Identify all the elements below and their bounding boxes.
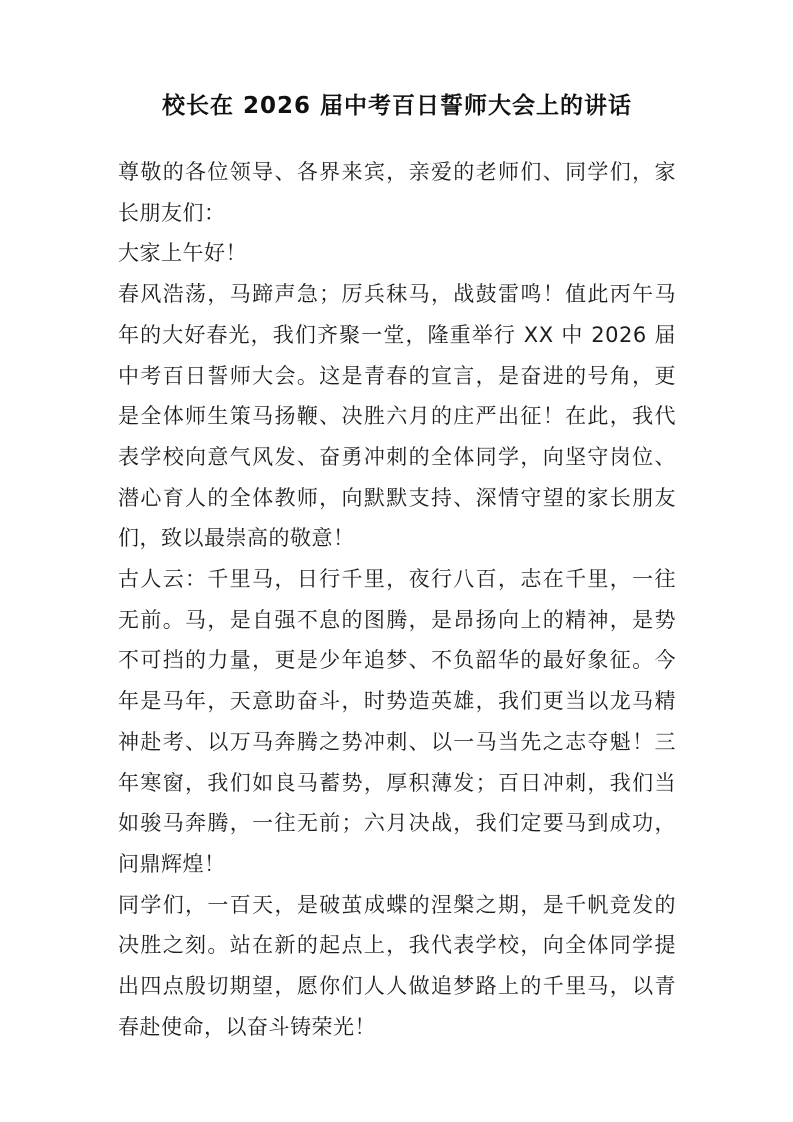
document-body bbox=[118, 152, 676, 1047]
document-title: 校长在 2026 届中考百日誓师大会上的讲话 bbox=[161, 93, 633, 119]
paragraph-horse-spirit: 古人云：千里马，日行千里，夜行八百，志在千里，一往无前。马，是自强不息的图腾，是昂扬向上的精神，是势不可挡的力量，更是少年追梦、不负韶华的最好象征。今年是马年，天意助奋斗，时势造英雄，我们更当以龙马精神赴考、以万马奔腾之势冲刺、以一马当先之志夺魁！三年寒窗，我们如良马蓄势，厚积薄发；百日冲刺，我们当如骏马奔腾，一往无前；六月决战，我们定要马到成功，问鼎辉煌！ bbox=[118, 567, 676, 876]
paragraph-greeting: 大家上午好！ bbox=[118, 241, 247, 266]
paragraph-hundred-days: 同学们，一百天，是破茧成蝶的涅槃之期，是千帆竞发的决胜之刻。站在新的起点上，我代表学校，向全体同学提出四点殷切期望，愿你们人人做追梦路上的千里马，以青春赴使命，以奋斗铸荣光！ bbox=[118, 892, 676, 1039]
paragraph-salutation: 尊敬的各位领导、各界来宾，亲爱的老师们、同学们，家长朋友们： bbox=[118, 160, 676, 225]
paragraph-opening: 春风浩荡，马蹄声急；厉兵秣马，战鼓雷鸣！值此丙午马年的大好春光，我们齐聚一堂，隆重举行 XX 中 2026 届中考百日誓师大会。这是青春的宣言，是奋进的号角，更是全体师生策马扬鞭、决胜六月的庄严出征！在此，我代表学校向意气风发、奋勇冲刺的全体同学，向坚守岗位、潜心育人的全体教师，向默默支持、深情守望的家长朋友们，致以最崇高的敬意！ bbox=[118, 282, 676, 551]
